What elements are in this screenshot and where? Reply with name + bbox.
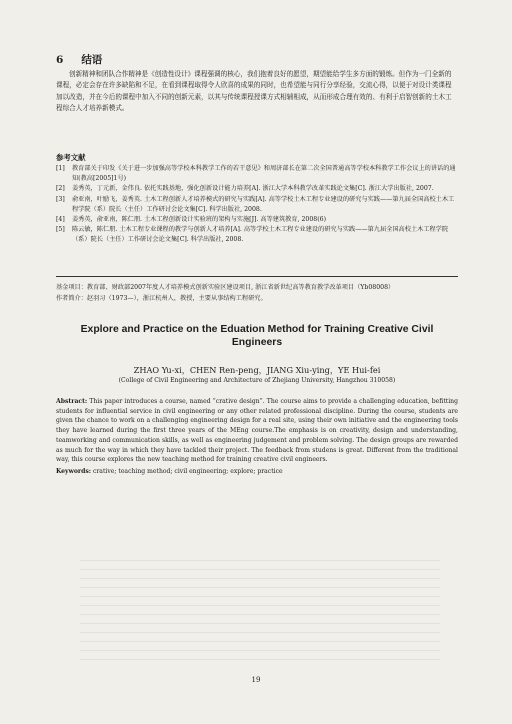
references-heading: 参考文献 [56, 153, 86, 162]
references-list [56, 164, 458, 246]
reference-item [56, 184, 458, 194]
reference-text: 陈云敏，陈仁朋. 土木工程专业课程的教学与创新人才培养[A]. 高等学校土木工程专业建设的研究与实践——第九届全国高校土木工程学院（系）院长（主任）工作研讨会论文集[C]. 科学出版社, 2008. [72, 226, 449, 244]
reference-text: 姜秀英，俞亚南，陈仁朋. 土木工程创新设计实验班的架构与实施[J]. 高等建筑教育, 2008(6) [72, 216, 326, 224]
abstract-label: Abstract: [56, 398, 88, 405]
reference-text: 俞亚南，叶励飞，姜秀英. 土木工程创新人才培养模式的研究与实践[A]. 高等学校土木工程专业建设的研究与实践——第九届全国高校土木工程学院（系）院长（主任）工作研讨会论文集[C]. 科学出版社, 2008. [72, 195, 455, 213]
section-title: 结语 [81, 54, 103, 66]
reference-number: [4] [56, 216, 65, 224]
keywords-text: crative; teaching method; civil engineering; explore; practice [92, 468, 283, 475]
reference-number: [3] [56, 195, 65, 203]
author-bio-line: 作者简介：赵羽习（1973—），浙江杭州人，教授，主要从事结构工程研究。 [56, 295, 267, 302]
english-affiliation: (College of Civil Engineering and Architecture of Zhejiang University, Hangzhou 310058) [118, 377, 396, 384]
english-authors: ZHAO Yu-xi，CHEN Ren-peng，JIANG Xiu-ying，YE Hui-fei [133, 365, 381, 375]
keywords-label: Keywords: [56, 468, 92, 475]
reference-number: [5] [56, 226, 65, 234]
english-title: Explore and Practice on the Eduation Method for Training Creative Civil Engineers [80, 324, 434, 348]
divider-line [56, 276, 458, 277]
reference-text: 教育部关于印发《关于进一步加强高等学校本科教学工作的若干意见》和周济部长在第二次全国普通高等学校本科教学工作会议上的讲话的通知(教高[2005]1号) [72, 165, 456, 183]
reference-item [56, 215, 458, 225]
reference-number: [2] [56, 185, 65, 193]
fund-line: 基金项目：教育部、财政部2007年度人才培养模式创新实验区建设项目, 浙江省新世纪高等教育教学改革项目（Yb08008） [56, 284, 395, 291]
reference-number: [1] [56, 165, 65, 172]
abstract-text: This paper introduces a course, named “crative design”. The course aims to provide a challenging education, befitting students for influential service in civil engineering or any other related professional discipline. During the course, students are given the chance to work on a challenging engineering design for a real site, using their own initiative and the engineering tools they have learned during the first three years of the MEng course.The emphasis is on creativity, design and understanding, teamworking and communication skills, as well as engineering judgement and problem solving. The design groups are rewarded as much for the way in which they have tackled their project. The feedback from studens is great. Different from the traditional way, this course explores the new teaching method for training creative civil engineers. [56, 398, 458, 464]
english-keywords [56, 467, 458, 477]
english-abstract [56, 397, 458, 465]
bleed-through-texture [80, 560, 440, 660]
fund-note [56, 282, 458, 304]
section-heading [56, 52, 102, 67]
page-number: 19 [251, 676, 261, 684]
reference-item [56, 225, 458, 245]
reference-item [56, 195, 458, 215]
reference-text: 姜秀英，丁元新，金伟良. 依托实践基地，强化创新设计能力培养[A]. 浙江大学本科教学改革实践论文集[C]. 浙江大学出版社, 2007. [72, 185, 434, 193]
conclusion-paragraph: 创新精神和团队合作精神是《创造性设计》课程强调的核心，我们抱着良好的愿望，期望能给学生多方面的锻炼。但作为一门全新的课程，必定会存在许多缺陷和不足，在看到课程取得令人欣喜的成果的同时，也希望能与同行分享经验，交流心得，以便于对设计类课程加以改造，并在今后的课程中加入不同的创新元素，以其与传统课程授课方式相辅相成，从而形成合理有效的、有利于启智创新的土木工程综合人才培养新模式。 [56, 70, 452, 112]
section-number: 6 [56, 54, 64, 66]
reference-item [56, 164, 458, 184]
